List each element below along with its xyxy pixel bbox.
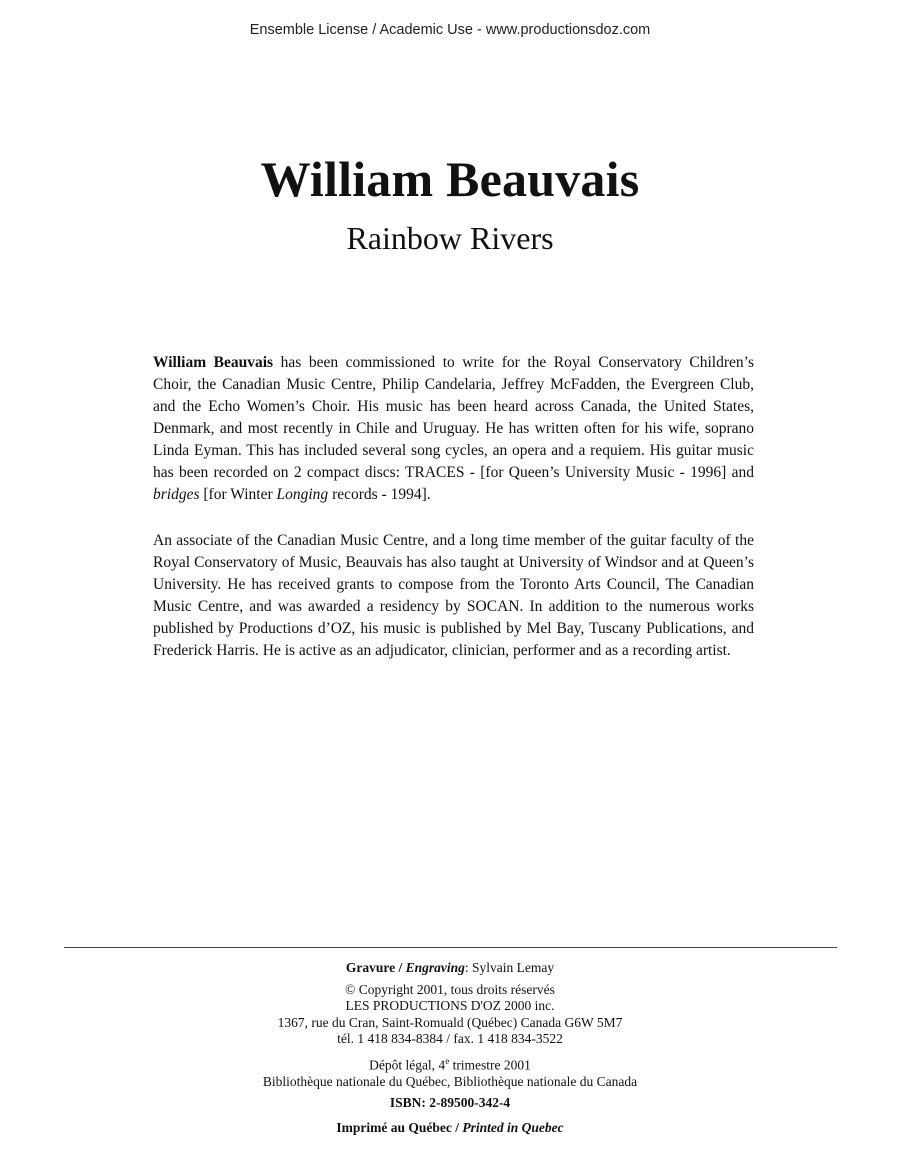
album-title-bridges: bridges — [153, 486, 200, 503]
publisher-name: LES PRODUCTIONS D'OZ 2000 inc. — [345, 998, 555, 1013]
printed-in: Imprimé au Québec / Printed in Quebec — [336, 1119, 564, 1135]
engraving-credit — [0, 960, 900, 977]
engraver-name: : Sylvain Lemay — [464, 960, 555, 975]
piece-title: Rainbow Rivers — [346, 220, 554, 256]
publisher-phone: tél. 1 418 834-8384 / fax. 1 418 834-3522 — [337, 1031, 563, 1046]
license-header: Ensemble License / Academic Use - www.productionsdoz.com — [249, 22, 651, 38]
biography-text: An associate of the Canadian Music Centre, and a long time member of the guitar faculty of the Royal Conservatory of Music, Beauvais has also taught at University of Windsor and at Queen’s University. He has received grants to compose from the Toronto Arts Council, The Canadian Music Centre, and was awarded a residency by SOCAN. In addition to the numerous works published by Productions d’OZ, his music is published by Mel Bay, Tuscany Publications, and Frederick Harris. He is active as an adjudicator, clinician, performer and as a recording artist. — [153, 532, 754, 659]
biography-composer-name: William Beauvais — [153, 354, 274, 371]
biography-paragraph-1 — [153, 352, 754, 506]
biography-text: records - 1994]. — [328, 486, 431, 503]
gravure-label: Gravure / — [345, 960, 406, 975]
biography-text: has been commissioned to write for the Royal Conservatory Children’s Choir, the Canadian Music Centre, Philip Candelaria, Jeffrey McFadden, the Evergreen Club, and the Echo Women’s Choir. His music has been heard across Canada, the United States, Denmark, and most recently in Chile and Uruguay. He has written often for his wife, soprano Linda Eyman. This has included several song cycles, an opera and a requiem. His guitar music has been recorded on 2 compact discs: TRACES - [for Queen’s University Music - 1996] and — [153, 354, 754, 481]
engraving-label: Engraving — [405, 960, 465, 975]
composer-name: William Beauvais — [260, 151, 640, 207]
colophon — [0, 960, 900, 1136]
biography-paragraph-2 — [153, 530, 754, 662]
copyright-line: © Copyright 2001, tous droits réservés — [345, 981, 555, 997]
publisher-address: 1367, rue du Cran, Saint-Romuald (Québec) Canada G6W 5M7 — [277, 1014, 623, 1030]
biography-text: [for Winter — [199, 486, 277, 503]
bibliotheque-line: Bibliothèque nationale du Québec, Bibliothèque nationale du Canada — [262, 1073, 638, 1089]
footer-divider — [64, 947, 837, 948]
legal-deposit: Dépôt légal, 4e trimestre 2001 — [369, 1055, 531, 1072]
isbn: ISBN: 2-89500-342-4 — [389, 1095, 511, 1110]
label-name-longing: Longing — [276, 486, 329, 503]
